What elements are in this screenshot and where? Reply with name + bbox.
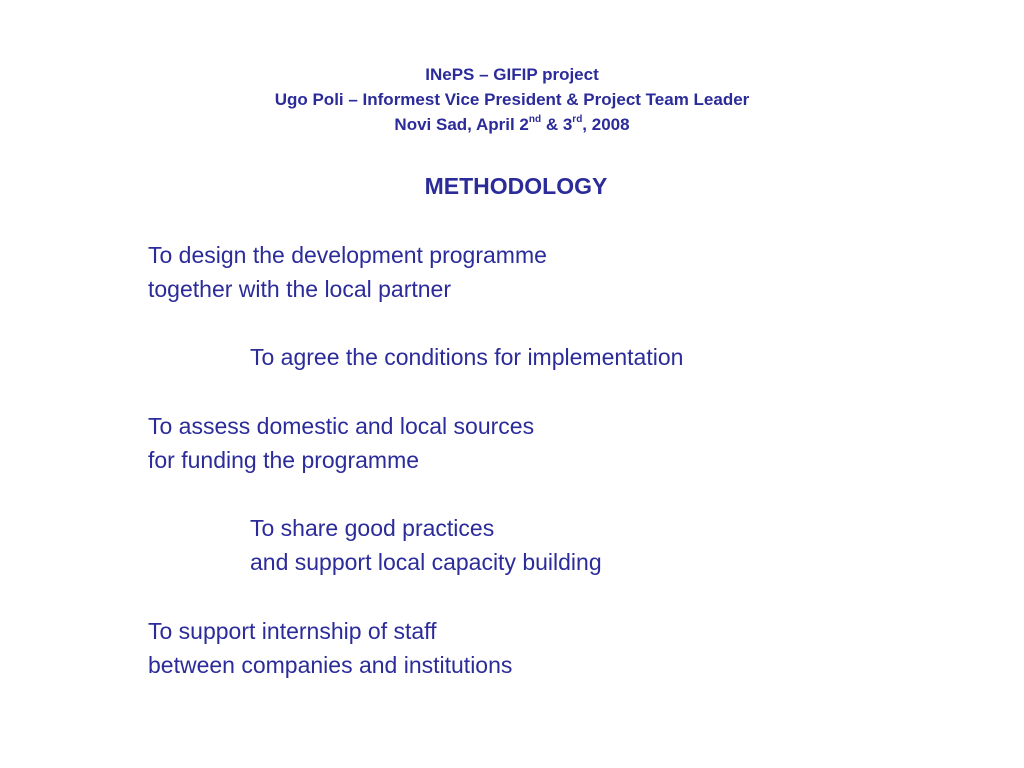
methodology-item-1: To design the development programme together with the local partner — [148, 242, 547, 302]
methodology-item-2: To agree the conditions for implementation — [250, 344, 684, 370]
presenter-line: Ugo Poli – Informest Vice President & Project Team Leader — [274, 90, 750, 109]
event-date-line: Novi Sad, April 2nd & 3rd, 2008 — [394, 114, 630, 134]
methodology-item-3: To assess domestic and local sources for funding the programme — [148, 413, 535, 473]
project-title: INePS – GIFIP project — [425, 65, 599, 84]
methodology-item-4: To share good practices and support local capacity building — [250, 515, 602, 575]
slide-title: METHODOLOGY — [424, 173, 608, 199]
methodology-item-5: To support internship of staff between companies and institutions — [148, 618, 513, 678]
slide-header — [0, 62, 1024, 137]
